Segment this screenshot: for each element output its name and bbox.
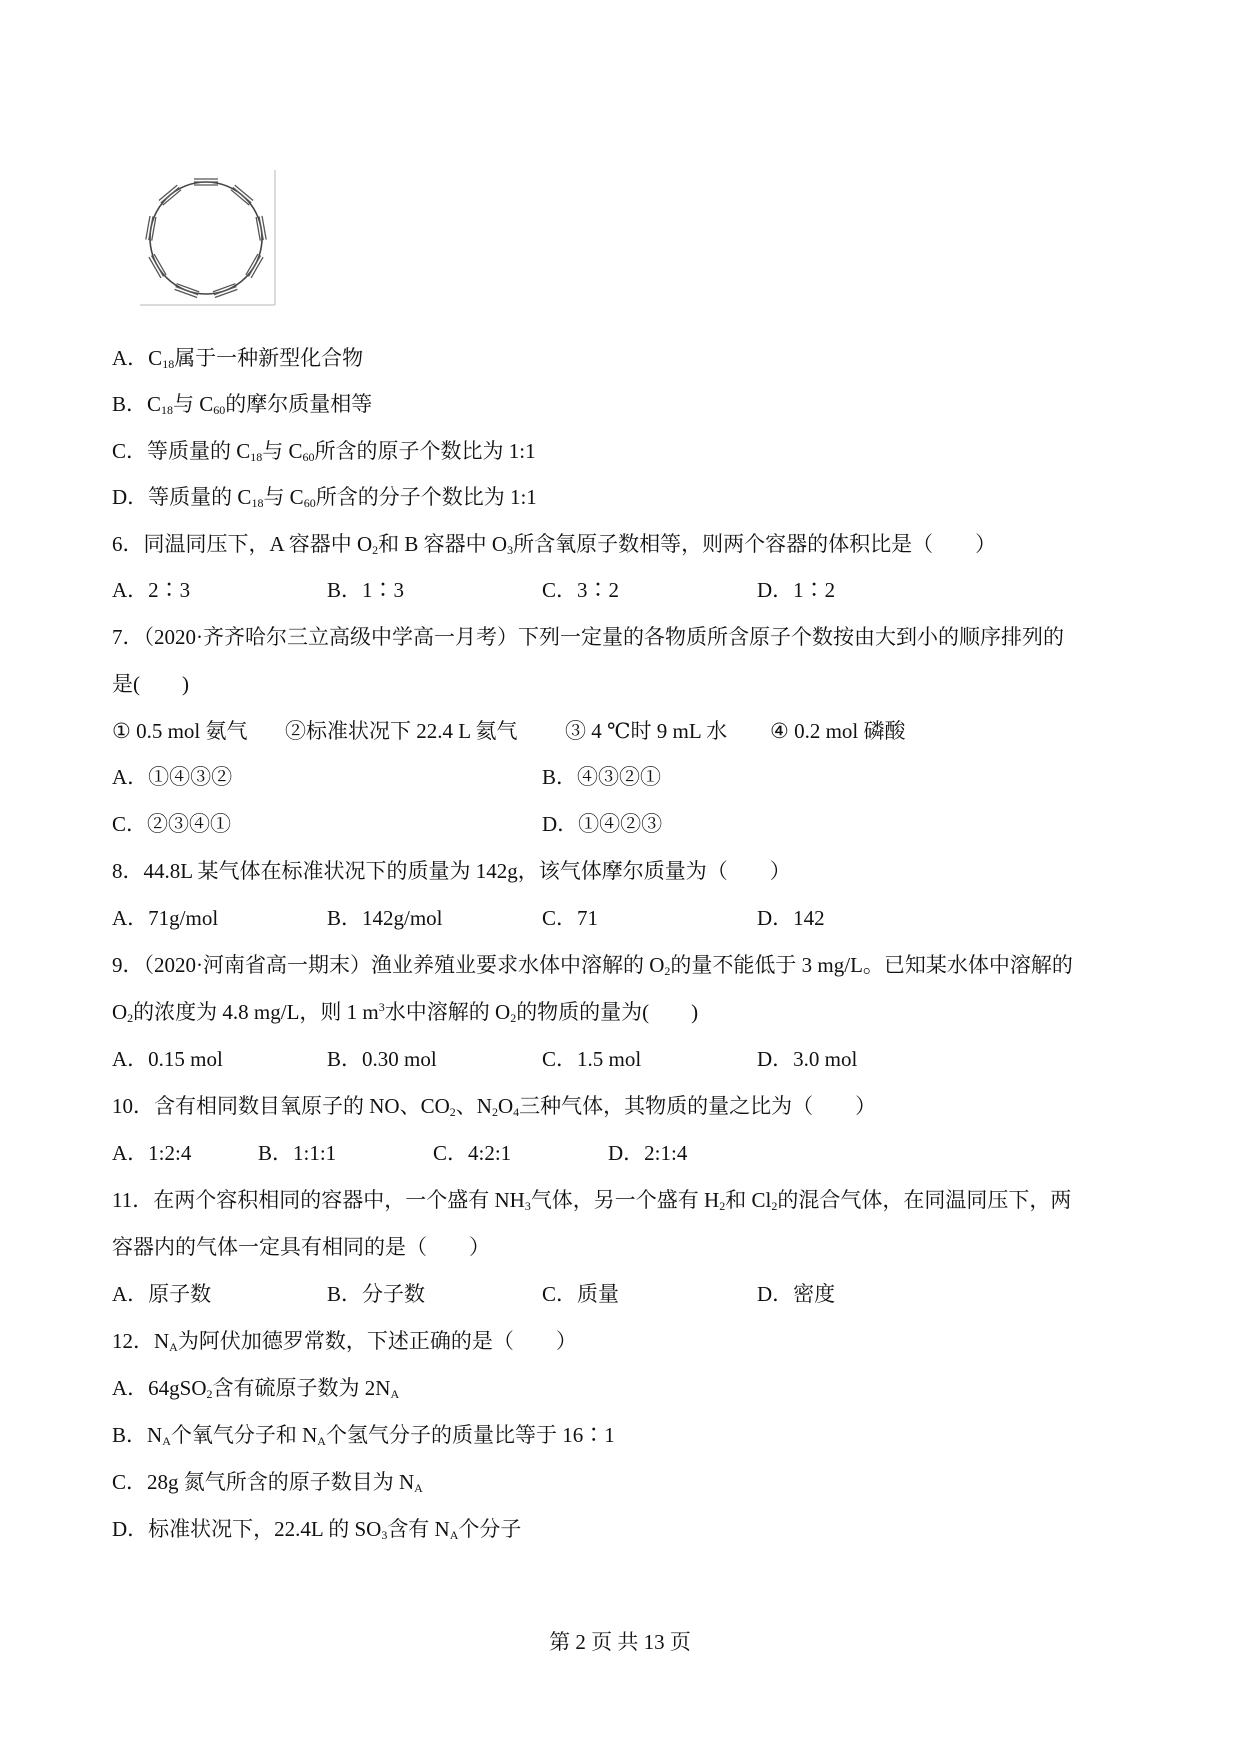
q7-option-c: C．②③④①: [112, 812, 232, 836]
q8-option-a: A．71g/mol: [112, 906, 219, 930]
q7-option-a: A．①④③②: [112, 765, 233, 789]
q8-option-c: C．71: [542, 906, 599, 930]
q11-option-c: C．质量: [542, 1282, 620, 1306]
q8-option-b: B．142g/mol: [327, 906, 443, 930]
q10-option-d: D．2:1:4: [608, 1141, 688, 1165]
q7-item-1: ① 0.5 mol 氨气: [112, 719, 248, 743]
q11-option-d: D．密度: [757, 1282, 836, 1306]
cyclocarbon-diagram-icon: [140, 170, 276, 306]
q7-item-2: ②标准状况下 22.4 L 氦气: [285, 719, 518, 743]
q5-option-b: B．$C_{18}$与 $C_{60}$的摩尔质量相等: [112, 392, 373, 417]
q11-option-b: B．分子数: [327, 1282, 426, 1306]
q9-stem-line2: $O_2$的浓度为 4.8 mg/L，则 1 $m^3$水中溶解的 $O_2$的物质的量为( ): [112, 1000, 699, 1025]
q9-stem-line1: 9．（2020·河南省高一期末）渔业养殖业要求水体中溶解的 $O_2$的量不能低于 3 mg/L。已知某水体中溶解的: [112, 953, 1073, 978]
q8-stem: 8．44.8L 某气体在标准状况下的质量为 142g，该气体摩尔质量为（ ）: [112, 859, 791, 883]
q12-option-b: B．$N_A$个氧气分子和 $N_A$个氢气分子的质量比等于 16∶1: [112, 1423, 615, 1448]
q9-option-b: B．0.30 mol: [327, 1047, 437, 1071]
q10-stem: 10．含有相同数目氧原子的 NO、$CO_2$、$N_2O_4$三种气体，其物质的量之比为（ ）: [112, 1094, 877, 1119]
q11-option-a: A．原子数: [112, 1282, 212, 1306]
q12-stem: 12．$N_A$为阿伏加德罗常数，下述正确的是（ ）: [112, 1329, 577, 1354]
q9-option-c: C．1.5 mol: [542, 1047, 642, 1071]
q12-option-a: A．64gSO$_2$含有硫原子数为 $2N_A$: [112, 1376, 400, 1401]
c18-ring-figure: [140, 170, 276, 306]
q6-option-a: A．2∶3: [112, 578, 191, 602]
q6-stem: 6．同温同压下，A 容器中 $O_2$和 B 容器中 $O_3$所含氧原子数相等，则两个容器的体积比是（ ）: [112, 532, 997, 557]
q8-option-d: D．142: [757, 906, 825, 930]
q7-item-4: ④ 0.2 mol 磷酸: [770, 719, 906, 743]
q7-item-3: ③ 4 ℃时 9 mL 水: [565, 719, 728, 743]
q7-stem-line1: 7．（2020·齐齐哈尔三立高级中学高一月考）下列一定量的各物质所含原子个数按由大到小的顺序排列的: [112, 625, 1064, 649]
q6-option-b: B．1∶3: [327, 578, 405, 602]
q10-option-b: B．1:1:1: [258, 1141, 337, 1165]
q9-option-a: A．0.15 mol: [112, 1047, 223, 1071]
q7-stem-line2: 是( ): [112, 672, 189, 696]
q9-option-d: D．3.0 mol: [757, 1047, 858, 1071]
q10-option-c: C．4:2:1: [433, 1141, 512, 1165]
q12-option-d: D．标准状况下，22.4L 的 $SO_3$含有 $N_A$个分子: [112, 1517, 522, 1542]
q5-option-d: D．等质量的 $C_{18}$与 $C_{60}$所含的分子个数比为 1:1: [112, 485, 537, 510]
q11-stem-line2: 容器内的气体一定具有相同的是（ ）: [112, 1235, 490, 1259]
q7-option-b: B．④③②①: [542, 765, 662, 789]
q6-option-c: C．3∶2: [542, 578, 620, 602]
q5-option-c: C．等质量的 $C_{18}$与 $C_{60}$所含的原子个数比为 1:1: [112, 439, 536, 464]
q6-option-d: D．1∶2: [757, 578, 836, 602]
q7-option-d: D．①④②③: [542, 812, 663, 836]
q12-option-c: C．28g 氮气所含的原子数目为 $N_A$: [112, 1470, 423, 1495]
q5-option-a: A．$C_{18}$属于一种新型化合物: [112, 346, 364, 371]
q11-stem-line1: 11．在两个容积相同的容器中，一个盛有 $NH_3$气体，另一个盛有 $H_2$和 $Cl_2$的混合气体，在同温同压下，两: [112, 1188, 1072, 1213]
page-footer: 第 2 页 共 13 页: [549, 1630, 691, 1654]
q10-option-a: A．1:2:4: [112, 1141, 192, 1165]
